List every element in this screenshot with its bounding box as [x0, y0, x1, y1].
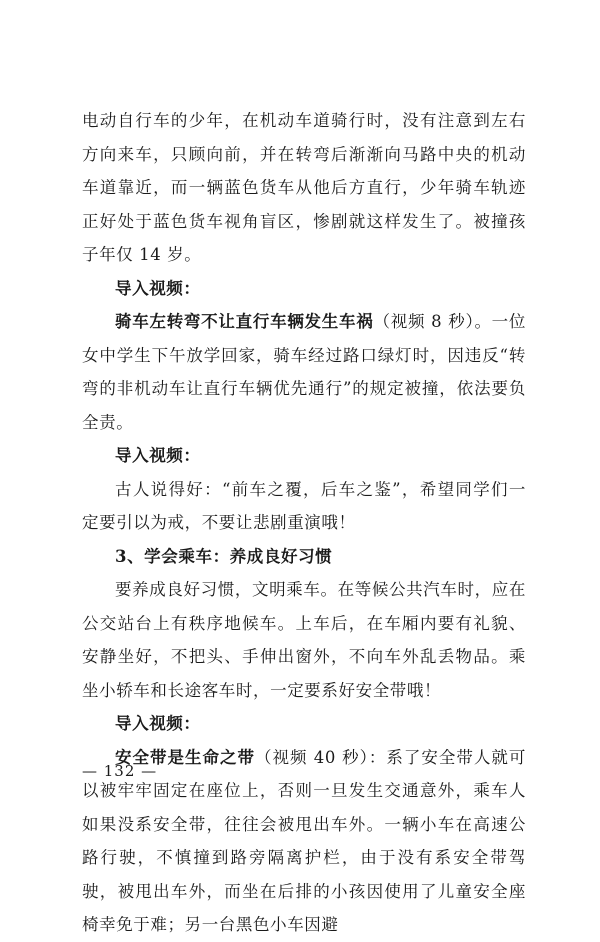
paragraph-accident-description: 电动自行车的少年，在机动车道骑行时，没有注意到左右方向来车，只顾向前，并在转弯后渐渐向马路中央的机动车道靠近，而一辆蓝色货车从他后方直行，少年骑车轨迹正好处于蓝色货车视角盲区，惨剧就这样发生了。被撞孩子年仅 14 岁。 [82, 111, 526, 264]
video-intro-heading-2: 导入视频： [115, 446, 201, 465]
paragraph-good-habits: 要养成良好习惯，文明乘车。在等候公共汽车时，应在公交站台上有秩序地候车。上车后，在车厢内要有礼貌、安静坐好，不把头、手伸出窗外，不向车外乱丢物品。乘坐小轿车和长途客车时，一定要系好安全带哦！ [82, 580, 526, 700]
video-description-seatbelt: （视频 40 秒）：系了安全带人就可以被牢牢固定在座位上，否则一旦发生交通意外，乘车人如果没系安全带，往往会被甩出车外。一辆小车在高速公路行驶，不慎撞到路旁隔离护栏，由于没有系安全带驾驶，被甩出车外，而坐在后排的小孩因使用了儿童安全座椅幸免于难；另一台黑色小车因避 [82, 747, 526, 934]
paragraph-left-turn-video [82, 305, 526, 439]
video-description-left-turn: （视频 8 秒）。一位女中学生下午放学回家，骑车经过路口绿灯时，因违反“转弯的非机动车让直行车辆优先通行”的规定被撞，依法要负全责。 [82, 312, 527, 432]
page-number: — 132 — [82, 762, 158, 780]
video-intro-heading-1: 导入视频： [115, 278, 201, 298]
video-title-seatbelt: 安全带是生命之带 [115, 747, 255, 767]
video-title-left-turn: 骑车左转弯不让直行车辆发生车祸 [115, 312, 374, 331]
document-body [82, 104, 526, 942]
paragraph-proverb: 古人说得好：“前车之覆，后车之鉴”，希望同学们一定要引以为戒，不要让悲剧重演哦！ [82, 479, 526, 532]
section-heading-ride-safely: 3、学会乘车：养成良好习惯 [115, 546, 333, 566]
video-intro-heading-3: 导入视频： [115, 714, 201, 733]
